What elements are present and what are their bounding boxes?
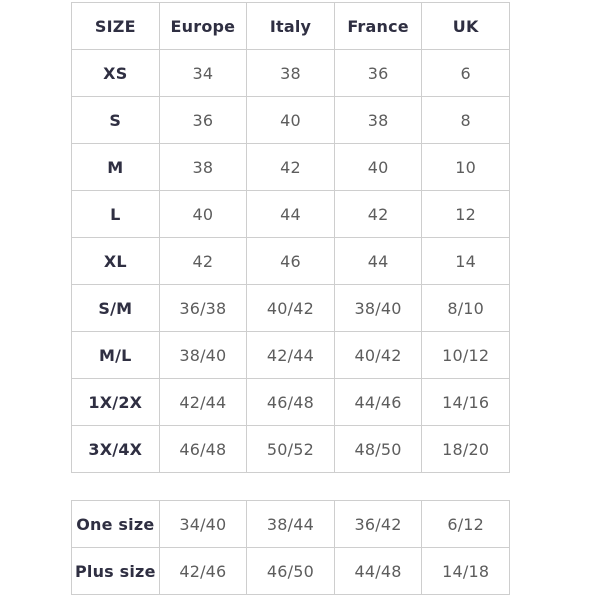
size-value-cell: 36/38	[159, 285, 247, 332]
special-sizes-table	[71, 500, 510, 595]
size-value-cell: 6/12	[422, 501, 510, 548]
size-value-cell: 38	[159, 144, 247, 191]
table-row	[72, 548, 510, 595]
size-label-cell: XS	[72, 50, 160, 97]
size-value-cell: 48/50	[334, 426, 422, 473]
size-value-cell: 10	[422, 144, 510, 191]
size-value-cell: 42	[159, 238, 247, 285]
size-value-cell: 36	[334, 50, 422, 97]
size-value-cell: 8/10	[422, 285, 510, 332]
size-value-cell: 46	[247, 238, 335, 285]
size-value-cell: 12	[422, 191, 510, 238]
size-value-cell: 38/44	[247, 501, 335, 548]
size-value-cell: 42/46	[159, 548, 247, 595]
size-label-cell: S	[72, 97, 160, 144]
size-value-cell: 10/12	[422, 332, 510, 379]
size-value-cell: 8	[422, 97, 510, 144]
size-value-cell: 44	[247, 191, 335, 238]
header-row	[72, 3, 510, 50]
size-value-cell: 46/50	[247, 548, 335, 595]
size-label-cell: 1X/2X	[72, 379, 160, 426]
size-value-cell: 14/18	[422, 548, 510, 595]
table-row	[72, 97, 510, 144]
size-label-cell: One size	[72, 501, 160, 548]
table-row	[72, 426, 510, 473]
size-value-cell: 42	[247, 144, 335, 191]
size-value-cell: 34/40	[159, 501, 247, 548]
size-value-cell: 34	[159, 50, 247, 97]
size-value-cell: 40	[334, 144, 422, 191]
size-value-cell: 40	[247, 97, 335, 144]
size-value-cell: 38/40	[159, 332, 247, 379]
table-row	[72, 332, 510, 379]
table-row	[72, 238, 510, 285]
size-value-cell: 42/44	[247, 332, 335, 379]
size-value-cell: 44/48	[334, 548, 422, 595]
size-value-cell: 46/48	[159, 426, 247, 473]
size-value-cell: 38	[247, 50, 335, 97]
size-value-cell: 6	[422, 50, 510, 97]
column-header-france: France	[334, 3, 422, 50]
size-value-cell: 14/16	[422, 379, 510, 426]
column-header-europe: Europe	[159, 3, 247, 50]
table-row	[72, 191, 510, 238]
table-row	[72, 379, 510, 426]
size-value-cell: 40	[159, 191, 247, 238]
size-table-header	[72, 3, 510, 50]
table-row	[72, 501, 510, 548]
column-header-size: SIZE	[72, 3, 160, 50]
size-value-cell: 50/52	[247, 426, 335, 473]
size-value-cell: 42/44	[159, 379, 247, 426]
size-value-cell: 18/20	[422, 426, 510, 473]
size-value-cell: 38	[334, 97, 422, 144]
size-value-cell: 44	[334, 238, 422, 285]
size-label-cell: M	[72, 144, 160, 191]
size-label-cell: 3X/4X	[72, 426, 160, 473]
size-value-cell: 42	[334, 191, 422, 238]
size-value-cell: 36/42	[334, 501, 422, 548]
table-row	[72, 50, 510, 97]
size-conversion-table	[71, 2, 510, 473]
size-value-cell: 40/42	[334, 332, 422, 379]
column-header-italy: Italy	[247, 3, 335, 50]
size-label-cell: S/M	[72, 285, 160, 332]
size-table-body	[72, 50, 510, 473]
size-value-cell: 40/42	[247, 285, 335, 332]
column-header-uk: UK	[422, 3, 510, 50]
special-table-body	[72, 501, 510, 595]
size-value-cell: 36	[159, 97, 247, 144]
size-value-cell: 14	[422, 238, 510, 285]
size-label-cell: L	[72, 191, 160, 238]
table-row	[72, 285, 510, 332]
size-label-cell: M/L	[72, 332, 160, 379]
table-row	[72, 144, 510, 191]
size-value-cell: 46/48	[247, 379, 335, 426]
size-value-cell: 38/40	[334, 285, 422, 332]
size-label-cell: Plus size	[72, 548, 160, 595]
size-label-cell: XL	[72, 238, 160, 285]
size-value-cell: 44/46	[334, 379, 422, 426]
